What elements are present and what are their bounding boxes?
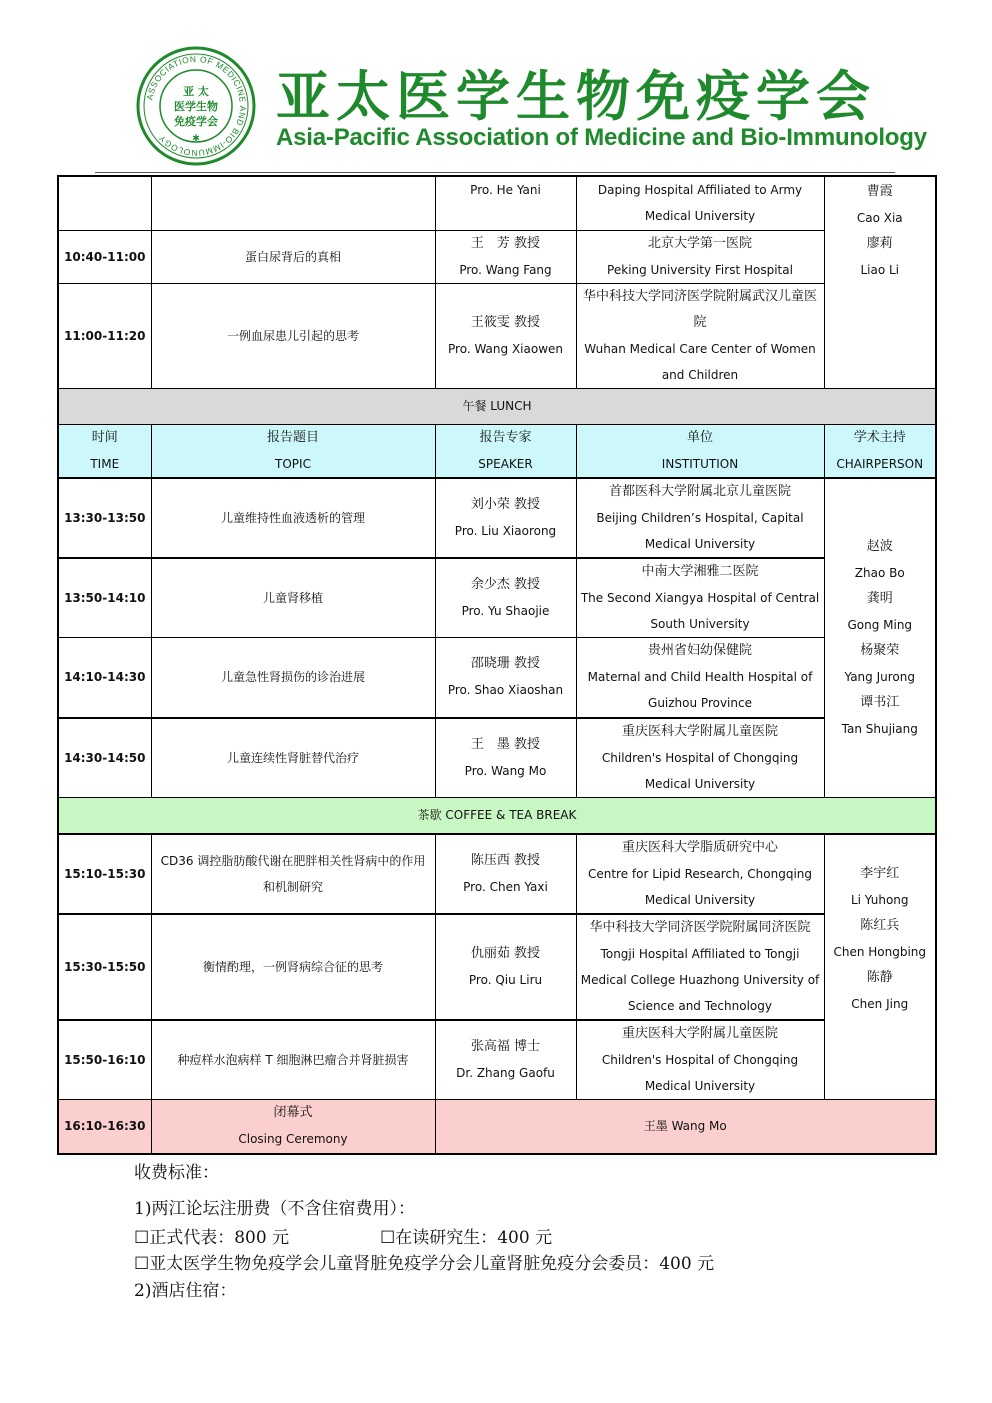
- time-cell: 10:40-11:00: [58, 230, 151, 283]
- table-row: [58, 176, 936, 230]
- fee-line-hotel: 2)酒店住宿：: [134, 1281, 237, 1301]
- fee-line-member: ☐亚太医学生物免疫学会儿童肾脏免疫学分会儿童肾脏免疫分会委员：400 元: [134, 1254, 715, 1274]
- topic-cell: 儿童急性肾损伤的诊治进展: [151, 638, 435, 718]
- topic-cell: 儿童连续性肾脏替代治疗: [151, 718, 435, 798]
- column-header-row: [58, 424, 936, 478]
- time-cell: 16:10-16:30: [58, 1100, 151, 1154]
- header-speaker: 报告专家 SPEAKER: [435, 424, 576, 478]
- fee-line-student: ☐在读研究生：400 元: [380, 1228, 553, 1248]
- speaker-en: Pro. Wang Xiaowen: [448, 341, 563, 356]
- time-cell: 13:30-13:50: [58, 478, 151, 558]
- svg-text:亚 太: 亚 太: [183, 85, 209, 98]
- table-row: [58, 914, 936, 1020]
- institution-en: Wuhan Medical Care Center of Women and Children: [584, 341, 816, 382]
- break-row: [58, 798, 936, 834]
- agenda-table: [57, 175, 937, 1155]
- closing-host-cell: 王墨 Wang Mo: [435, 1100, 936, 1154]
- table-row: [58, 718, 936, 798]
- topic-cell: 衡情酌理，一例肾病综合征的思考: [151, 914, 435, 1020]
- institution-cell: [576, 176, 824, 230]
- time-cell: [58, 176, 151, 230]
- time-cell: 14:10-14:30: [58, 638, 151, 718]
- time-cell: 15:30-15:50: [58, 914, 151, 1020]
- table-row: [58, 1020, 936, 1100]
- header-chairperson: 学术主持 CHAIRPERSON: [824, 424, 936, 478]
- institution-cn: 北京大学第一医院: [647, 235, 752, 251]
- institution-cell: 中南大学湘雅二医院 The Second Xiangya Hospital of Central South University: [576, 558, 824, 638]
- speaker-en: Pro. He Yani: [470, 183, 541, 198]
- chairperson-cell: 赵波 Zhao Bo 龚明 Gong Ming 杨聚荣 Yang Jurong 谭书江 Tan Shujiang: [824, 478, 936, 798]
- speaker-cn: 王 芳 教授: [470, 235, 541, 251]
- speaker-cn: 王筱雯 教授: [470, 314, 541, 330]
- org-name-cn: 亚太医学生物免疫学会: [276, 65, 876, 128]
- svg-text:✱: ✱: [192, 134, 200, 144]
- time-cell: 15:10-15:30: [58, 834, 151, 914]
- closing-title-cell: 闭幕式 Closing Ceremony: [151, 1100, 435, 1154]
- topic-cell: 儿童维持性血液透析的管理: [151, 478, 435, 558]
- svg-text:免疫学会: 免疫学会: [174, 115, 218, 128]
- header-topic: 报告题目 TOPIC: [151, 424, 435, 478]
- institution-cell: [576, 283, 824, 388]
- association-seal-logo: [135, 45, 257, 167]
- chairperson-cell: 曹霞 Cao Xia 廖莉 Liao Li: [824, 176, 936, 388]
- topic-cell: 儿童肾移植: [151, 558, 435, 638]
- table-row: [58, 558, 936, 638]
- institution-en: Daping Hospital Affiliated to Army Medical University: [597, 183, 803, 224]
- speaker-en: Pro. Wang Fang: [459, 262, 552, 277]
- lunch-row: [58, 388, 936, 424]
- topic-cell: 蛋白尿背后的真相: [151, 230, 435, 283]
- institution-cell: 首都医科大学附属北京儿童医院 Beijing Children’s Hospital, Capital Medical University: [576, 478, 824, 558]
- table-row: [58, 638, 936, 718]
- time-cell: 13:50-14:10: [58, 558, 151, 638]
- topic-cell: 种痘样水泡病样 T 细胞淋巴瘤合并肾脏损害: [151, 1020, 435, 1100]
- header-time: 时间 TIME: [58, 424, 151, 478]
- fee-title: 收费标准：: [134, 1163, 219, 1183]
- svg-text:ASSOCIATION OF MEDICINE AND BI: ASSOCIATION OF MEDICINE AND BIO-IMMUNOLOGY: [144, 53, 249, 159]
- closing-row: [58, 1100, 936, 1154]
- institution-cn: 华中科技大学同济医学院附属武汉儿童医院: [582, 288, 817, 330]
- speaker-cell: 仇丽茹 教授 Pro. Qiu Liru: [435, 914, 576, 1020]
- institution-cell: 华中科技大学同济医学院附属同济医院 Tongji Hospital Affiliated to Tongji Medical College Huazhong University of Science and Technology: [576, 914, 824, 1020]
- speaker-cell: 邵晓珊 教授 Pro. Shao Xiaoshan: [435, 638, 576, 718]
- org-name-en: Asia-Pacific Association of Medicine and Bio-Immunology: [276, 124, 927, 151]
- time-cell: 14:30-14:50: [58, 718, 151, 798]
- speaker-cell: 陈压西 教授 Pro. Chen Yaxi: [435, 834, 576, 914]
- speaker-cell: 张高福 博士 Dr. Zhang Gaofu: [435, 1020, 576, 1100]
- speaker-cell: 余少杰 教授 Pro. Yu Shaojie: [435, 558, 576, 638]
- header-divider: [95, 172, 895, 173]
- table-row: [58, 834, 936, 914]
- speaker-cell: [435, 283, 576, 388]
- svg-text:医学生物: 医学生物: [174, 100, 218, 113]
- speaker-cell: [435, 230, 576, 283]
- time-cell: 11:00-11:20: [58, 283, 151, 388]
- chairperson-cell: 李宇红 Li Yuhong 陈红兵 Chen Hongbing 陈静 Chen Jing: [824, 834, 936, 1100]
- header-institution: 单位 INSTITUTION: [576, 424, 824, 478]
- institution-cell: 重庆医科大学附属儿童医院 Children's Hospital of Chongqing Medical University: [576, 1020, 824, 1100]
- table-row: [58, 478, 936, 558]
- topic-cell: 一例血尿患儿引起的思考: [151, 283, 435, 388]
- speaker-cell: 王 墨 教授 Pro. Wang Mo: [435, 718, 576, 798]
- speaker-cell: [435, 176, 576, 230]
- letterhead: [130, 40, 927, 172]
- break-label: 茶歇 COFFEE & TEA BREAK: [58, 798, 936, 834]
- fee-line-delegate: ☐正式代表：800 元: [134, 1228, 290, 1248]
- table-row: [58, 283, 936, 388]
- institution-cell: 贵州省妇幼保健院 Maternal and Child Health Hospital of Guizhou Province: [576, 638, 824, 718]
- institution-cell: 重庆医科大学脂质研究中心 Centre for Lipid Research, Chongqing Medical University: [576, 834, 824, 914]
- speaker-cell: 刘小荣 教授 Pro. Liu Xiaorong: [435, 478, 576, 558]
- topic-cell: [151, 176, 435, 230]
- topic-cell: CD36 调控脂肪酸代谢在肥胖相关性肾病中的作用和机制研究: [151, 834, 435, 914]
- lunch-label: 午餐 LUNCH: [58, 388, 936, 424]
- institution-en: Peking University First Hospital: [607, 262, 793, 277]
- institution-cell: [576, 230, 824, 283]
- fee-line-registration: 1)两江论坛注册费（不含住宿费用）：: [134, 1199, 415, 1219]
- institution-cell: 重庆医科大学附属儿童医院 Children's Hospital of Chongqing Medical University: [576, 718, 824, 798]
- table-row: [58, 230, 936, 283]
- time-cell: 15:50-16:10: [58, 1020, 151, 1100]
